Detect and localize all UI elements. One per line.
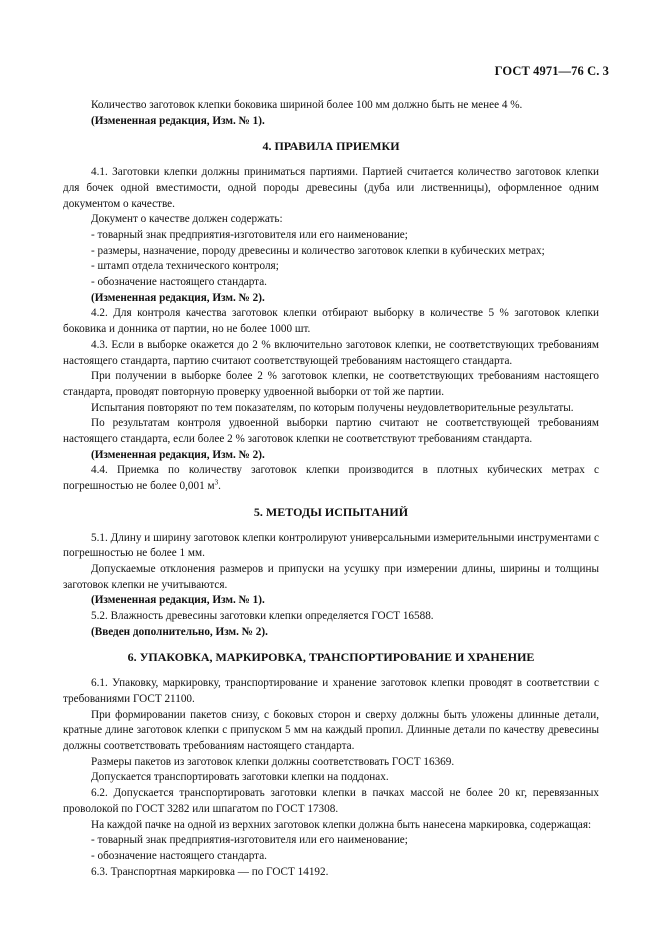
paragraph: На каждой пачке на одной из верхних заготовок клепки должна быть нанесена маркировка, содержащая: <box>91 818 592 831</box>
paragraph: Допускается транспортировать заготовки клепки на поддонах. <box>91 771 389 784</box>
list-item: - обозначение настоящего стандарта. <box>91 849 267 862</box>
paragraph-text: 4.4. Приемка по количеству заготовок клепки производится в плотных кубических метрах с погрешностью не более 0,001 м <box>63 464 599 493</box>
paragraph: Документ о качестве должен содержать: <box>91 213 283 226</box>
document-body <box>63 98 599 880</box>
list-item: - размеры, назначение, породу древесины и количество заготовок клепки в кубических метрах; <box>91 244 545 257</box>
amendment-note: (Измененная редакция, Изм. № 2). <box>91 291 265 304</box>
list-item: - обозначение настоящего стандарта. <box>91 276 267 289</box>
paragraph-4-2: 4.2. Для контроля качества заготовок клепки отбирают выборку в количестве 5 % заготовок клепки боковика и донника от партии, но не более 1000 шт. <box>63 307 599 336</box>
page-header: ГОСТ 4971—76 С. 3 <box>494 64 609 78</box>
paragraph-end: . <box>218 480 221 493</box>
intro-paragraph: Количество заготовок клепки боковика шириной более 100 мм должно быть не менее 4 %. <box>91 99 523 111</box>
paragraph-6-1: 6.1. Упаковку, маркировку, транспортирование и хранение заготовок клепки проводят в соответствии с требованиями ГОСТ 21100. <box>63 677 599 705</box>
paragraph-4-1: 4.1. Заготовки клепки должны приниматься партиями. Партией считается количество заготовок клепки для бочек одной вместимости, одной породы древесины (дуба или лиственницы), оформленное одним документом о качестве. <box>63 166 599 210</box>
paragraph: При получении в выборке более 2 % заготовок клепки, не соответствующих требованиям настоящего стандарта, проводят повторную проверку удвоенной выборки от той же партии. <box>63 370 599 398</box>
paragraph: Размеры пакетов из заготовок клепки должны соответствовать ГОСТ 16369. <box>91 755 455 768</box>
section-5-heading: 5. МЕТОДЫ ИСПЫТАНИЙ <box>253 504 409 519</box>
section-4-heading: 4. ПРАВИЛА ПРИЕМКИ <box>262 139 400 154</box>
list-item: - товарный знак предприятия-изготовителя или его наименование; <box>91 228 408 241</box>
paragraph: По результатам контроля удвоенной выборки партию считают не соответствующей требованиям настоящего стандарта, если более 2 % заготовок клепки не соответствуют требованиям стандарта. <box>63 417 599 446</box>
list-item: - товарный знак предприятия-изготовителя или его наименование; <box>91 834 408 847</box>
amendment-note: (Измененная редакция, Изм. № 2). <box>91 448 265 461</box>
paragraph-4-3: 4.3. Если в выборке окажется до 2 % включительно заготовок клепки, не соответствующих требованиям настоящего стандарта, партию считают соответствующей требованиям настоящего стандарта. <box>63 338 599 367</box>
amendment-note: (Измененная редакция, Изм. № 1). <box>91 594 265 607</box>
section-6-heading: 6. УПАКОВКА, МАРКИРОВКА, ТРАНСПОРТИРОВАНИЕ И ХРАНЕНИЕ <box>127 649 535 664</box>
superscript: 3 <box>214 478 219 487</box>
paragraph-6-2: 6.2. Допускается транспортировать заготовки клепки в пачках массой не более 20 кг, перевязанных проволокой по ГОСТ 3282 или шпагатом по ГОСТ 17308. <box>63 787 599 815</box>
amendment-note: (Измененная редакция, Изм. № 1). <box>91 114 265 127</box>
paragraph: Допускаемые отклонения размеров и припуски на усушку при измерении длины, ширины и толщины заготовок клепки не учитываются. <box>63 562 599 591</box>
paragraph: Испытания повторяют по тем показателям, по которым получены неудовлетворительные результаты. <box>91 401 574 414</box>
paragraph: При формировании пакетов снизу, с боковых сторон и сверху должны быть уложены длинные детали, кратные длине заготовок клепки с припуском 5 мм на каждый пропил. Длинные детали по качеству древесины должны соответствовать требованиям настоящего стандарта. <box>63 708 599 753</box>
list-item: - штамп отдела технического контроля; <box>91 260 279 273</box>
paragraph-5-1: 5.1. Длину и ширину заготовок клепки контролируют универсальными измерительными инструментами с погрешностью не более 1 мм. <box>63 531 599 560</box>
paragraph-6-3: 6.3. Транспортная маркировка — по ГОСТ 14192. <box>91 865 329 878</box>
paragraph-5-2: 5.2. Влажность древесины заготовки клепки определяется ГОСТ 16588. <box>91 610 434 623</box>
amendment-note: (Введен дополнительно, Изм. № 2). <box>91 625 268 638</box>
paragraph-4-4 <box>63 463 599 494</box>
